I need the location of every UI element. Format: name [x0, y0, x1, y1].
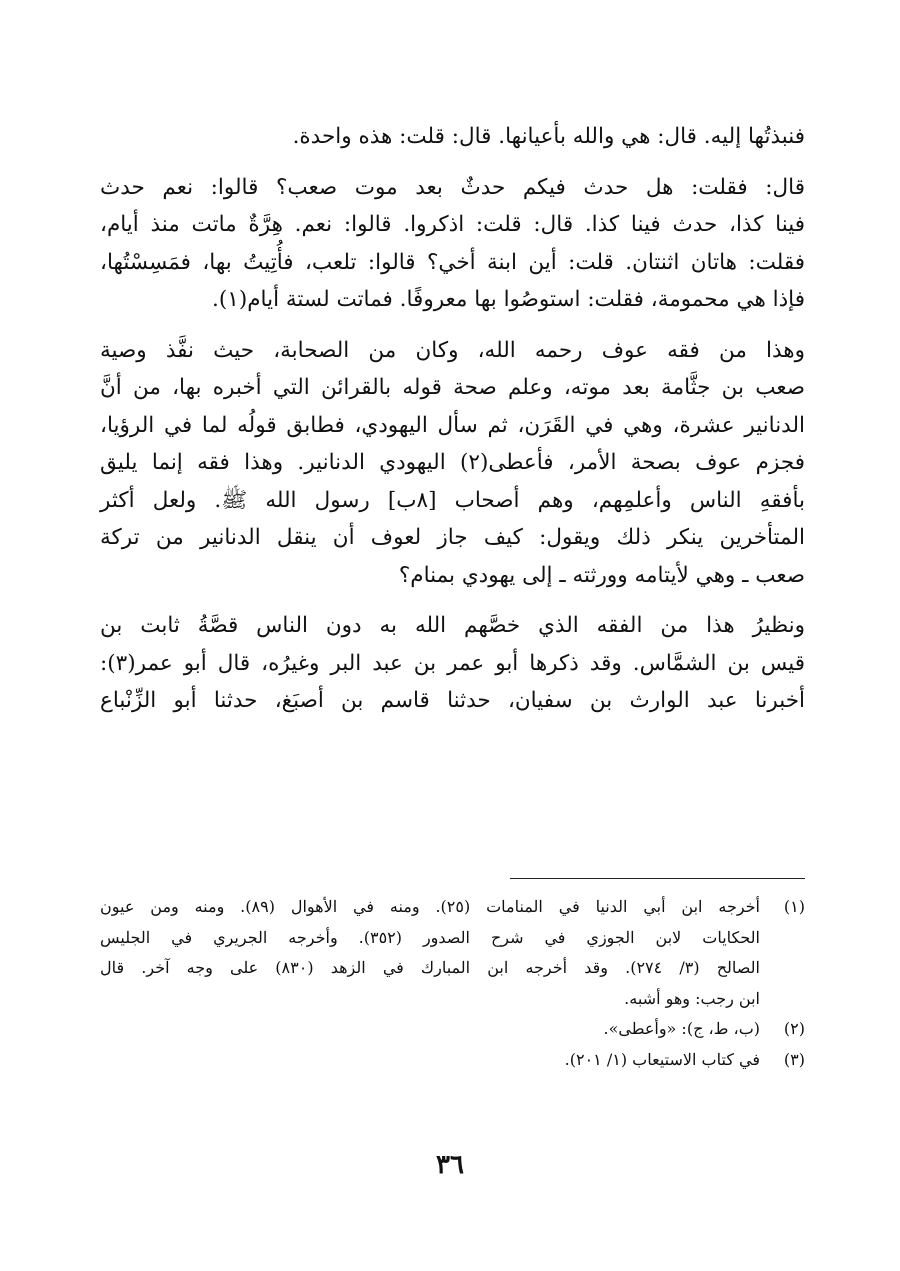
main-text — [100, 118, 805, 733]
page-number: ٣٦ — [436, 1150, 464, 1180]
footnote-number: (١) — [783, 897, 805, 916]
footnote-2 — [100, 1014, 805, 1045]
footnotes — [100, 892, 805, 1075]
text-line: فقلت: هاتان اثنتان. قلت: أين ابنة أخي؟ قالوا: تلعب، فأُتِيتُ بها، فمَسِسْتُها، — [100, 249, 805, 275]
text-line: الدنانير عشرة، وهي في القَرَن، ثم سأل اليهودي، فطابق قولُه لما في الرؤيا، — [100, 412, 805, 438]
footnote-1 — [100, 892, 805, 1014]
footnote-line: الحكايات لابن الجوزي في شرح الصدور (٣٥٢). وأخرجه الجريري في الجليس — [100, 927, 761, 947]
paragraph-2 — [100, 169, 805, 319]
paragraph-4 — [100, 607, 805, 720]
text-line: قيس بن الشمَّاس. وقد ذكرها أبو عمر بن عبد البر وغيرُه، قال أبو عمر(٣): — [100, 650, 805, 676]
text-line: قال: فقلت: هل حدث فيكم حدثٌ بعد موت صعب؟ قالوا: نعم حدث — [100, 174, 805, 200]
footnote-line: ابن رجب: وهو أشبه. — [624, 988, 760, 1008]
text-line: فجزم عوف بصحة الأمر، فأعطى(٢) اليهودي الدنانير. وهذا فقه إنما يليق — [100, 450, 805, 475]
footnote-line: الصالح (٣/ ٢٧٤). وقد أخرجه ابن المبارك في الزهد (٨٣٠) على وجه آخر. قال — [100, 958, 761, 977]
paragraph-3 — [100, 332, 805, 595]
text-line: صعب بن جثَّامة بعد موته، وعلم صحة قوله بالقرائن التي أخبره بها، من أنَّ — [100, 375, 805, 400]
text-line: بأفقهِ الناس وأعلمِهم، وهم أصحاب [٨ب] رسول الله ﷺ. ولعل أكثر — [100, 487, 805, 513]
footnote-3 — [100, 1045, 805, 1076]
text-line: فنبذتُها إليه. قال: هي والله بأعيانها. قال: قلت: هذه واحدة. — [292, 124, 805, 149]
text-line: فإذا هي محمومة، فقلت: استوصُوا بها معروفًا. فماتت لستة أيام(١). — [212, 287, 805, 312]
footnote-line: أخرجه ابن أبي الدنيا في المنامات (٢٥). ومنه في الأهوال (٨٩). ومنه ومن عيون — [100, 897, 761, 916]
footnote-line: في كتاب الاستيعاب (١/ ٢٠١). — [564, 1049, 760, 1069]
footnote-number: (٣) — [783, 1049, 805, 1069]
text-line: ونظيرُ هذا من الفقه الذي خصَّهم الله به دون الناس قصَّةُ ثابت بن — [100, 613, 805, 638]
text-line: وهذا من فقه عوف رحمه الله، وكان من الصحابة، حيث نفَّذ وصية — [100, 337, 805, 363]
text-line: فينا كذا، حدث فينا كذا. قال: قلت: اذكروا. قالوا: نعم. هِرَّةٌ ماتت منذ أيام، — [100, 212, 805, 237]
footnote-divider — [510, 878, 805, 879]
footnote-number: (٢) — [783, 1019, 805, 1038]
footnote-line: (ب، ط، ج): «وأعطى». — [603, 1019, 760, 1038]
text-line: أخبرنا عبد الوارث بن سفيان، حدثنا قاسم بن أصبَغ، حدثنا أبو الزِّنْباع — [100, 688, 805, 713]
text-line: المتأخرين ينكر ذلك ويقول: كيف جاز لعوف أن ينقل الدنانير من تركة — [100, 525, 805, 550]
paragraph-1 — [100, 118, 805, 156]
text-line: صعب ـ وهي لأيتامه وورثته ـ إلى يهودي بمنام؟ — [398, 562, 805, 588]
